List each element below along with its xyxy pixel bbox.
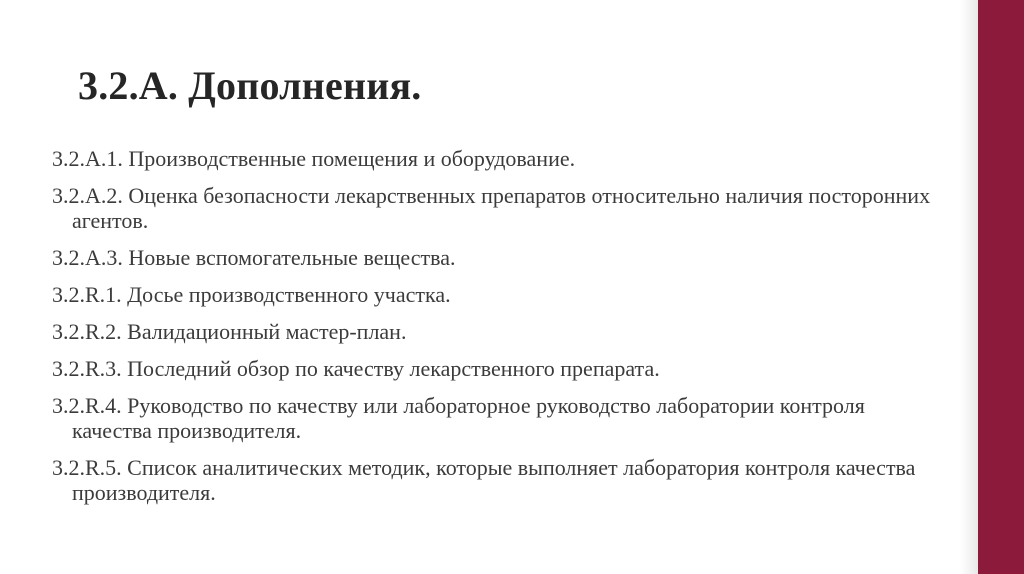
list-item: 3.2.R.1. Досье производственного участка. — [52, 282, 451, 307]
accent-band — [978, 0, 1024, 574]
list-item: 3.2.R.3. Последний обзор по качеству лекарственного препарата. — [52, 356, 660, 381]
list-item: 3.2.R.5. Список аналитических методик, которые выполняет лаборатория контроля качества производителя. — [52, 455, 916, 505]
list-item: 3.2.A.1. Производственные помещения и оборудование. — [52, 146, 576, 171]
list-item: 3.2.A.3. Новые вспомогательные вещества. — [52, 245, 456, 270]
list-item: 3.2.R.2. Валидационный мастер-план. — [52, 319, 407, 344]
list-item: 3.2.A.2. Оценка безопасности лекарственных препаратов относительно наличия посторонних агентов. — [52, 183, 931, 233]
slide-title: 3.2.A. Дополнения. — [78, 63, 422, 108]
content-list — [52, 146, 942, 517]
list-item: 3.2.R.4. Руководство по качеству или лабораторное руководство лаборатории контроля качества производителя. — [52, 393, 865, 443]
accent-band-shadow — [960, 0, 978, 574]
